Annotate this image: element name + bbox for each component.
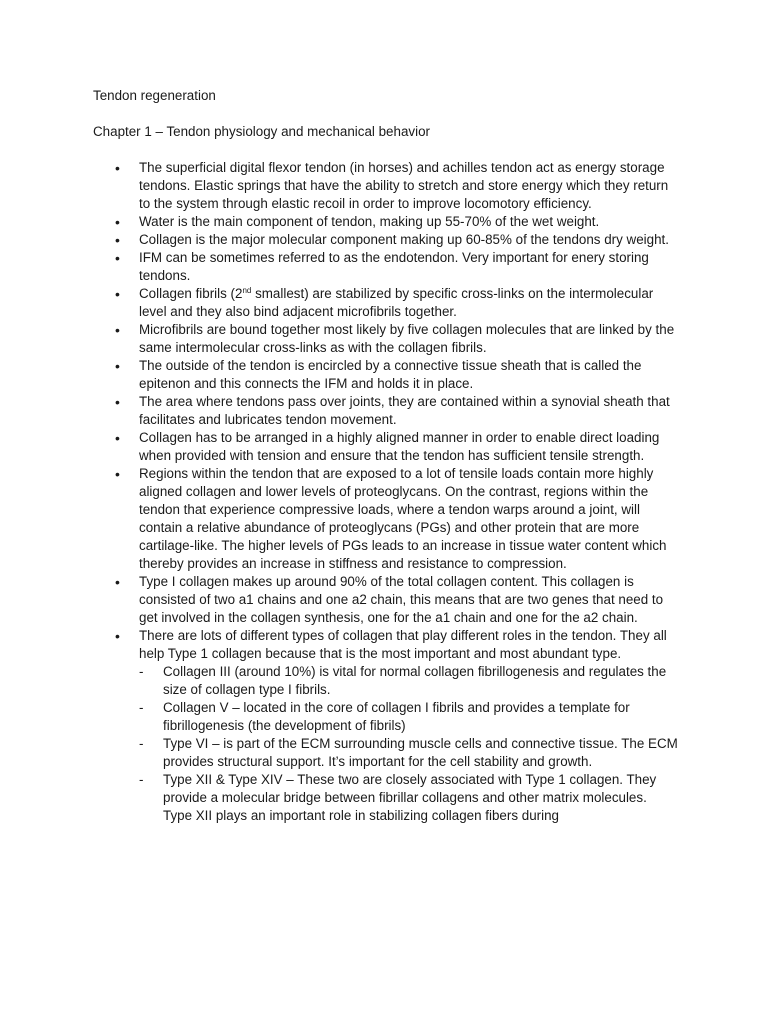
bullet-item: • Regions within the tendon that are exposed to a lot of tensile loads contain more highly aligned collagen and lower levels of proteoglycans. On the contrast, regions within the tendon that experience compressive loads, where a tendon warps around a joint, will contain a relative abundance of proteoglycans (PGs) and other protein that are more cartilage-like. The higher levels of PGs leads to an increase in tissue water content which thereby provides an increase in stiffness and resistance to compression.: [139, 465, 679, 573]
sub-list-item: - Type VI – is part of the ECM surrounding muscle cells and connective tissue. The ECM provides structural support. It’s important for the cell stability and growth.: [139, 735, 679, 771]
chapter-heading: Chapter 1 – Tendon physiology and mechanical behavior: [93, 124, 430, 139]
sub-list: [139, 663, 679, 825]
bullet-item: • Water is the main component of tendon, making up 55-70% of the wet weight.: [139, 213, 679, 231]
bullet-item: • Type I collagen makes up around 90% of the total collagen content. This collagen is consisted of two a1 chains and one a2 chain, this means that are two genes that need to get involved in the collagen synthesis, one for the a1 chain and one for the a2 chain.: [139, 573, 679, 627]
superscript-text: nd: [242, 286, 252, 295]
bullet-text: smallest) are stabilized by specific cross-links on the intermolecular level and they also bind adjacent microfibrils together.: [139, 286, 654, 319]
bullet-item: • IFM can be sometimes referred to as the endotendon. Very important for enery storing tendons.: [139, 249, 679, 285]
bullet-item: • The superficial digital flexor tendon (in horses) and achilles tendon act as energy storage tendons. Elastic springs that have the ability to stretch and store energy which they return to the system through elastic recoil in order to improve locomotory efficiency.: [139, 159, 679, 213]
bullet-item: • The outside of the tendon is encircled by a connective tissue sheath that is called the epitenon and this connects the IFM and holds it in place.: [139, 357, 679, 393]
sub-list-item: - Collagen V – located in the core of collagen I fibrils and provides a template for fibrillogenesis (the development of fibrils): [139, 699, 679, 735]
bullet-item: • Collagen has to be arranged in a highly aligned manner in order to enable direct loading when provided with tension and ensure that the tendon has sufficient tensile strength.: [139, 429, 679, 465]
bullet-text: There are lots of different types of collagen that play different roles in the tendon. They all help Type 1 collagen because that is the most important and most abundant type.: [139, 628, 667, 661]
bullet-item: • Collagen is the major molecular component making up 60-85% of the tendons dry weight.: [139, 231, 679, 249]
document-title: Tendon regeneration: [93, 88, 216, 103]
bullet-item: [139, 627, 679, 825]
sub-list-item: - Type XII & Type XIV – These two are closely associated with Type 1 collagen. They provide a molecular bridge between fibrillar collagens and other matrix molecules. Type XII plays an important role in stabilizing collagen fibers during: [139, 771, 679, 825]
bullet-list: [139, 159, 679, 825]
bullet-item: [139, 285, 679, 321]
sub-list-item: - Collagen III (around 10%) is vital for normal collagen fibrillogenesis and regulates the size of collagen type I fibrils.: [139, 663, 679, 699]
bullet-text: Collagen fibrils (2: [139, 286, 243, 301]
bullet-item: • The area where tendons pass over joints, they are contained within a synovial sheath that facilitates and lubricates tendon movement.: [139, 393, 679, 429]
bullet-item: • Microfibrils are bound together most likely by five collagen molecules that are linked by the same intermolecular cross-links as with the collagen fibrils.: [139, 321, 679, 357]
